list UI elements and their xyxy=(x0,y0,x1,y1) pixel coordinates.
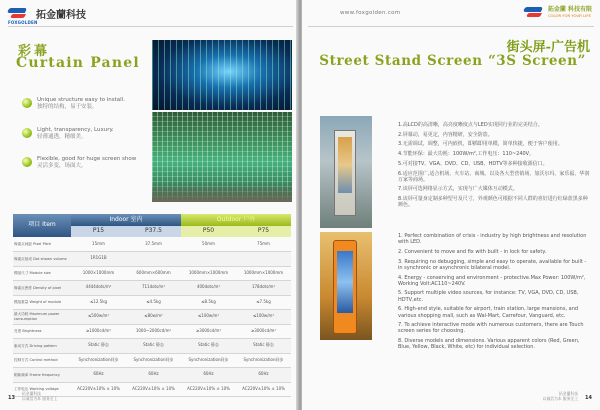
list-item: 4. Energy - conserving and environment - protective.Max Power: 100W/m², Working Volt:AC110~240V. xyxy=(398,274,586,287)
table-group-outdoor: Outdoor 户外 xyxy=(181,214,291,226)
curtain-panel-photo-night xyxy=(152,40,292,110)
table-row xyxy=(13,339,291,354)
street-stand-photo-outdoor xyxy=(320,116,372,228)
brand-logo xyxy=(524,6,592,19)
table-cell: AC220V±10% ± 10% xyxy=(71,382,126,397)
header-rule xyxy=(8,26,293,27)
table-cell: 178dots/m² xyxy=(236,281,291,296)
table-cell: 1000mm×1000mm xyxy=(181,266,236,281)
table-cell: 37.5mm xyxy=(126,237,181,252)
table-cell: ≤4.5kg xyxy=(126,295,181,310)
list-item: 5.可对接TV、VGA、DVD、CD、USB、HDTV等多种接收源信口。 xyxy=(398,160,548,167)
street-stand-photo-mall xyxy=(320,232,372,340)
table-cell: 400dots/m² xyxy=(181,281,236,296)
list-item: 2.屏幕动，易更定，内容精研，安全防盗。 xyxy=(398,131,493,138)
header-rule xyxy=(308,26,594,27)
table-cell: ≤80w/m² xyxy=(126,310,181,325)
table-cell: Synchronization同步 xyxy=(126,353,181,368)
table-cell: 1000×1000mm xyxy=(71,266,126,281)
page-footer: 拓金蘭科技 以诚信为本 服务至上 xyxy=(542,391,578,401)
table-cell: 600mm×600mm xyxy=(126,266,181,281)
table-cell: 1000mm×1000mm xyxy=(236,266,291,281)
table-row-label: 控制方式 Control method xyxy=(13,353,71,368)
bullet-icon xyxy=(22,157,32,167)
table-cell: Synchronization同步 xyxy=(71,353,126,368)
feature-text-cn: 轻薄通透，精细美。 xyxy=(37,134,87,140)
spec-table xyxy=(13,214,291,397)
table-cell: ≥1000cd/m² xyxy=(71,324,126,339)
feature-text-en: Flexible, good for huge screen show xyxy=(37,156,137,162)
page-number: 13 xyxy=(8,395,15,401)
logo-mark-icon: FOXGOLDEN xyxy=(8,7,28,20)
table-row-label: 像素点组成 Dot shown volume xyxy=(13,252,71,267)
feature-item xyxy=(22,97,125,111)
table-cell: AC220V±10% ± 10% xyxy=(126,382,181,397)
section-title-en: Street Stand Screen “3S Screen” xyxy=(319,53,586,69)
table-cell: 4444dots/m² xyxy=(71,281,126,296)
feature-list-cn xyxy=(398,122,590,212)
table-cell: Synchronization同步 xyxy=(236,353,291,368)
section-title-cn: 街头屏-广告机 xyxy=(506,40,590,55)
left-page xyxy=(0,0,298,410)
list-item: 8.该屏可量身定制多种型号及尺寸，外观颜色可根据不同人群的喜好进行红绿蓝黑多种颜色。 xyxy=(398,196,588,209)
table-row xyxy=(13,237,291,252)
table-row-label: 亮度 Brightness xyxy=(13,324,71,339)
feature-text-cn: 独特的结构，易于安装。 xyxy=(37,104,98,110)
list-item: 3.无需调试，调整，可内嵌机，即插即用单模，简单快捷，便于客户使用。 xyxy=(398,141,563,148)
table-column-header: P15 xyxy=(71,226,126,237)
table-cell: 1R1G1B xyxy=(71,252,126,267)
table-row xyxy=(13,310,291,325)
logo-name-cn: 拓金蘭科技 xyxy=(36,10,86,21)
table-cell: 60Hz xyxy=(126,368,181,383)
list-item: 4.节能环保：最大功耗：100W/m²,工作电压：110~240V。 xyxy=(398,151,535,158)
list-item: 2. Convenient to move and fix with built - in lock for safety. xyxy=(398,248,547,255)
bullet-icon xyxy=(22,98,32,108)
table-cell: Static 静态 xyxy=(126,339,181,354)
table-column-header: P37.5 xyxy=(126,226,181,237)
table-cell: AC220V±10% ± 10% xyxy=(236,382,291,397)
table-group-indoor: Indoor 室内 xyxy=(71,214,181,226)
table-cell: ≤8.5kg xyxy=(181,295,236,310)
table-row xyxy=(13,353,291,368)
list-item: 7.该屏可选网络显示方式，实现与广大媒体互动模式。 xyxy=(398,186,518,193)
list-item: 3. Requiring no debugging, simple and easy to operate, available for built - in synchronic or asynchronic bilateral model. xyxy=(398,258,587,271)
table-row-label: 模组尺寸 Module size xyxy=(13,266,71,281)
feature-text-en: Light, transparency, Luxury. xyxy=(37,127,114,133)
feature-text-en: Unique structure easy to install. xyxy=(37,97,125,103)
feature-text-cn: 灵活多变，场面大。 xyxy=(37,163,87,169)
table-header-item: 项目 Item xyxy=(13,214,71,237)
table-row-label: 像素点密度 Density of pixel xyxy=(13,281,71,296)
table-row xyxy=(13,295,291,310)
table-cell: 75mm xyxy=(236,237,291,252)
table-cell: 711dots/m² xyxy=(126,281,181,296)
table-row xyxy=(13,266,291,281)
table-cell: ≤7.5kg xyxy=(236,295,291,310)
table-row xyxy=(13,252,291,267)
table-row-label: 工作电压 Working voltage xyxy=(13,382,71,397)
table-cell: ≤100w/m² xyxy=(236,310,291,325)
table-column-header: P50 xyxy=(181,226,236,237)
table-column-header: P75 xyxy=(236,226,291,237)
table-cell: 60Hz xyxy=(181,368,236,383)
table-row-label: 驱动方式 Driving pattern xyxy=(13,339,71,354)
table-cell: Synchronization同步 xyxy=(181,353,236,368)
table-row-label: 像素点间距 Pixel Pitch xyxy=(13,237,71,252)
table-row xyxy=(13,281,291,296)
list-item: 1. Perfect combination of crisis - industry by high brightness and resolution with LED. xyxy=(398,233,587,246)
right-page xyxy=(302,0,600,410)
table-cell: ≤12.5kg xyxy=(71,295,126,310)
brand-name-cn: 拓金蘭 科技有限 xyxy=(547,5,592,13)
list-item: 1.高LCD的高清晰，高亮度晰度点与LED实现同行业的完美结合。 xyxy=(398,122,543,128)
table-row xyxy=(13,324,291,339)
feature-item xyxy=(22,127,114,141)
table-cell: ≤100w/m² xyxy=(181,310,236,325)
table-cell xyxy=(126,252,181,267)
list-item: 6.适应范围广,适合机场、火车站、商城、以及各大型营销场、加沃尔玛、家乐福、华润万家等商场。 xyxy=(398,170,590,183)
table-row-label: 最大功耗 Maximum power consumption xyxy=(13,310,71,325)
table-cell xyxy=(181,252,236,267)
table-cell: 60Hz xyxy=(71,368,126,383)
table-cell: ≥3000cd/m² xyxy=(181,324,236,339)
page-footer: 拓金蘭科技 以诚信为本 服务至上 xyxy=(22,391,58,401)
table-cell: 50mm xyxy=(181,237,236,252)
feature-list-en xyxy=(398,233,590,354)
logo-mark-icon xyxy=(524,6,544,19)
table-cell: Static 静态 xyxy=(181,339,236,354)
company-logo xyxy=(8,6,86,25)
brand-slogan: COLOR FOR YOUR LIFE xyxy=(547,12,591,18)
table-cell: 1000~2000cd/m² xyxy=(126,324,181,339)
list-item: 5. Support multiple video sources, for instance: TV, VGA, DVD, CD, USB, HDTV,etc. xyxy=(398,290,579,303)
table-cell: Static 静态 xyxy=(71,339,126,354)
table-cell: ≤500w/m² xyxy=(71,310,126,325)
page-number: 14 xyxy=(585,395,592,401)
section-title-en: Curtain Panel xyxy=(16,55,140,71)
table-cell: ≥3000cd/m² xyxy=(236,324,291,339)
curtain-panel-photo-day xyxy=(152,112,292,202)
table-cell: Static 静态 xyxy=(236,339,291,354)
list-item: 7. To achieve interactive mode with numerous customers, there are Touch screen series for choosing. xyxy=(398,322,584,335)
list-item: 6. High-end style, suitable for airport, train station, large mansions, and various shopping mall, such as Wal-Mart, Carrefour, Vanguard, etc. xyxy=(398,306,579,319)
table-row xyxy=(13,368,291,383)
table-cell: AC220V±10% ± 10% xyxy=(181,382,236,397)
feature-item xyxy=(22,156,136,170)
section-title-cn: 彩幕 xyxy=(18,44,51,59)
list-item: 8. Diverse models and dimensions. Various apparent colors (Red, Green, Blue, Yellow, Black, White, etc) for individual selection. xyxy=(398,338,580,351)
table-row-label: 模组重量 Weight of module xyxy=(13,295,71,310)
table-cell: 60Hz xyxy=(236,368,291,383)
table-cell xyxy=(236,252,291,267)
table-cell: 15mm xyxy=(71,237,126,252)
bullet-icon xyxy=(22,128,32,138)
table-row-label: 刷新频率 Frame frequency xyxy=(13,368,71,383)
website-url: www.foxgolden.com xyxy=(340,10,401,16)
